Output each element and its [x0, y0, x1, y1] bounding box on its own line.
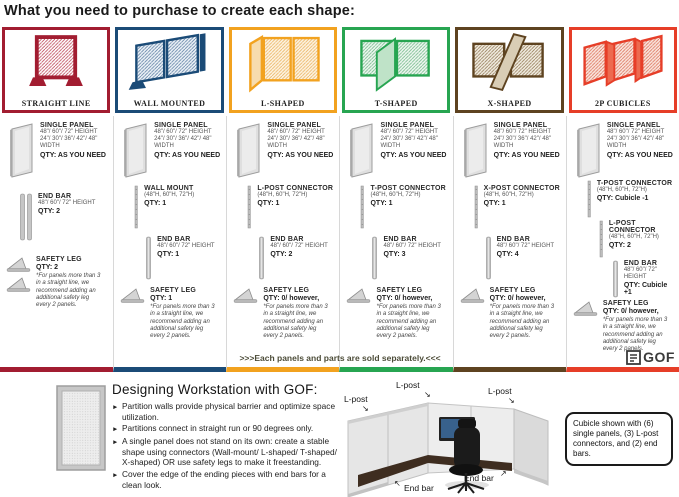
part-item — [6, 256, 110, 309]
part-qty: QTY: 2 — [36, 264, 59, 271]
part-qty: QTY: 0/ however, — [602, 308, 659, 315]
part-item — [6, 122, 110, 178]
part-item — [120, 287, 223, 340]
column-t-shaped — [339, 116, 452, 372]
part-item — [611, 260, 676, 298]
part-spec: 24"/ 30"/ 36"/ 42"/ 48" WIDTH — [40, 136, 98, 150]
arrow-icon: ↘ — [424, 390, 431, 399]
part-name: T-POST CONNECTOR — [370, 185, 446, 192]
cubicle-label-end-bar-bottom: End bar — [404, 483, 434, 493]
wall-mounted-icon — [121, 31, 217, 95]
part-name: END BAR — [270, 236, 304, 243]
part-name: SAFETY LEG — [376, 287, 423, 294]
gof-logo — [626, 349, 675, 365]
part-item — [597, 220, 676, 258]
part-name: SINGLE PANEL — [267, 122, 321, 129]
part-qty: QTY: 0/ however, — [263, 295, 320, 302]
part-spec: 48"/ 60"/ 72" HEIGHT — [380, 129, 438, 135]
part-item — [233, 122, 336, 178]
part-qty: QTY: AS YOU NEED — [380, 151, 447, 159]
part-name: WALL MOUNT — [144, 185, 194, 192]
part-qty: QTY: 1 — [150, 295, 173, 302]
part-item — [484, 236, 563, 280]
shape-box-wall-mounted — [115, 27, 223, 113]
part-spec: (48"H, 60"H, 72"H) — [370, 192, 421, 198]
shape-label: T-SHAPED — [374, 99, 418, 108]
cubicle-label-l-post-right: L-post — [488, 386, 512, 396]
part-qty: QTY: AS YOU NEED — [154, 151, 221, 159]
arrow-icon: ↘ — [362, 404, 369, 413]
designing-section — [112, 382, 340, 491]
bullet-text: Partition walls provide physical barrier and optimize space utilization. — [122, 401, 336, 422]
cubicle-label-end-bar-right: End bar — [464, 473, 494, 483]
bullet-marker-icon: ► — [112, 425, 119, 433]
part-qty: QTY: Cubicle +1 — [623, 282, 668, 297]
part-item — [245, 185, 336, 229]
cubicle-label-l-post-top: L-post — [396, 380, 420, 390]
column-2p-cubicles — [566, 116, 679, 372]
end-bar-icon — [370, 236, 379, 280]
part-spec: (48"H, 60"H, 72"H) — [483, 192, 534, 198]
wall-mount-icon — [132, 185, 140, 229]
part-name: L-POST CONNECTOR — [608, 220, 656, 234]
shape-box-l-shaped — [229, 27, 337, 113]
part-spec: 48"/ 60"/ 72" HEIGHT — [267, 129, 325, 135]
shape-box-x-shaped — [455, 27, 563, 113]
part-spec: (48"H, 60"H, 72"H) — [257, 192, 308, 198]
part-name: END BAR — [383, 236, 417, 243]
designing-title: Designing Workstation with GOF: — [112, 382, 318, 397]
column-wall-mounted — [113, 116, 226, 372]
shape-label: STRAIGHT LINE — [21, 99, 91, 108]
bullet-item — [112, 436, 340, 468]
single-panel-icon — [460, 122, 490, 178]
part-item — [18, 193, 110, 241]
part-spec: 48"/ 60"/ 72" HEIGHT — [383, 243, 441, 249]
column-straight-line — [0, 116, 113, 372]
part-item — [132, 185, 223, 229]
2p-cubicles-icon — [575, 31, 671, 95]
bullet-item — [112, 423, 340, 435]
part-note: *For panels more than 3 in a straight line, we recommend adding an additional safety leg every 2 panels. — [489, 304, 555, 340]
straight-line-icon — [8, 31, 104, 95]
part-name: SAFETY LEG — [263, 287, 310, 294]
part-note: *For panels more than 3 in a straight line, we recommend adding an additional safety leg every 2 panels. — [263, 304, 328, 340]
single-panel-icon — [6, 122, 36, 178]
shape-box-t-shaped — [342, 27, 450, 113]
part-name: SINGLE PANEL — [40, 122, 94, 129]
part-item — [257, 236, 336, 280]
cubicle-illustration — [336, 377, 570, 497]
part-spec: 48"/ 60"/ 72" HEIGHT — [154, 129, 212, 135]
part-qty: QTY: AS YOU NEED — [493, 151, 560, 159]
part-qty: QTY: AS YOU NEED — [606, 151, 673, 159]
part-item — [460, 122, 563, 178]
part-item — [585, 180, 676, 218]
bullet-item — [112, 469, 340, 490]
part-spec: 48"/ 60"/ 72" HEIGHT — [40, 129, 98, 135]
single-panel-icon — [573, 122, 603, 178]
page-title: What you need to purchase to create each shape: — [4, 3, 356, 19]
t-post-connector-icon — [585, 180, 593, 218]
part-name: SINGLE PANEL — [606, 122, 661, 129]
gof-logo-text: GOF — [643, 349, 675, 365]
part-spec: (48"H, 60"H, 72"H) — [596, 187, 647, 193]
part-item — [346, 122, 449, 178]
end-bar-icon — [144, 236, 153, 280]
part-note: *For panels more than 3 in a straight line, we recommend adding an additional safety leg every 2 panels. — [36, 273, 101, 309]
part-qty: QTY: Cubicle -1 — [596, 195, 649, 203]
bullet-marker-icon: ► — [112, 471, 119, 479]
single-panel-icon — [346, 122, 376, 178]
arrow-icon: ↘ — [508, 396, 515, 405]
arrow-icon: ↖ — [394, 479, 401, 488]
safety-leg-icon — [346, 287, 372, 340]
part-spec: 24"/ 30"/ 36"/ 42"/ 48" WIDTH — [267, 136, 325, 150]
part-item — [346, 287, 449, 340]
part-spec: 24"/ 30"/ 36"/ 42"/ 48" WIDTH — [154, 136, 212, 150]
part-spec: (48"H, 60"H, 72"H) — [608, 234, 659, 240]
arrow-icon: ↗ — [500, 469, 507, 478]
part-qty: QTY: 1 — [370, 200, 393, 208]
callout-bubble: Cubicle shown with (6) single panels, (3) L-post connectors, and (2) end bars. — [565, 412, 673, 466]
column-x-shaped — [453, 116, 566, 372]
shape-label: WALL MOUNTED — [133, 99, 206, 108]
part-spec: 48"/ 60"/ 72" HEIGHT — [606, 129, 665, 135]
part-item — [573, 122, 676, 178]
single-panel-icon — [233, 122, 263, 178]
part-name: SINGLE PANEL — [493, 122, 548, 129]
shape-label: 2P CUBICLES — [594, 99, 651, 108]
part-qty: QTY: 1 — [483, 200, 506, 208]
part-name: SINGLE PANEL — [154, 122, 208, 129]
part-name: END BAR — [623, 260, 658, 267]
part-name: X-POST CONNECTOR — [483, 185, 560, 192]
cubicle-label-l-post-left: L-post — [344, 394, 368, 404]
part-name: SAFETY LEG — [602, 300, 649, 307]
shape-label: L-SHAPED — [261, 99, 305, 108]
part-note: *For panels more than 3 in a straight line, we recommend adding an additional safety leg every 2 panels. — [602, 317, 668, 353]
part-item — [370, 236, 449, 280]
part-name: END BAR — [38, 193, 72, 200]
part-item — [120, 122, 223, 178]
bullet-marker-icon: ► — [112, 403, 119, 411]
part-item — [472, 185, 563, 229]
part-name: SAFETY LEG — [150, 287, 196, 294]
part-note: *For panels more than 3 in a straight line, we recommend adding an additional safety leg every 2 panels. — [376, 304, 441, 340]
part-spec: 24"/ 30"/ 36"/ 42"/ 48" WIDTH — [493, 136, 552, 150]
l-post-connector-icon — [245, 185, 253, 229]
safety-leg-icon — [6, 256, 32, 309]
single-panel-icon — [120, 122, 150, 178]
part-qty: QTY: 0/ however, — [376, 295, 433, 302]
end-bar-icon — [611, 260, 620, 298]
bullet-text: Partitions connect in straight run or 90 degrees only. — [122, 423, 314, 434]
part-qty: QTY: 4 — [496, 251, 519, 259]
shape-label: X-SHAPED — [487, 99, 532, 108]
part-spec: 48"/ 60"/ 72" HEIGHT — [496, 243, 555, 249]
part-item — [233, 287, 336, 340]
part-qty: QTY: 1 — [157, 251, 180, 259]
bullet-text: Cover the edge of the ending pieces with end bars for a clean look. — [122, 469, 326, 490]
shape-box-straight-line — [2, 27, 110, 113]
end-bar-icon — [484, 236, 493, 280]
part-qty: QTY: 1 — [144, 200, 167, 208]
part-name: SAFETY LEG — [36, 256, 82, 263]
part-spec: 48"/ 60"/ 72" HEIGHT — [493, 129, 552, 135]
part-qty: QTY: 0/ however, — [489, 295, 546, 302]
bullet-text: A single panel does not stand on its own: create a stable shape using connectors (Wall-mount/ L-shaped/ T-shaped/ X-shaped) OR use safety legs to make it freestanding. — [122, 436, 337, 468]
parts-columns — [0, 116, 679, 372]
x-post-connector-icon — [472, 185, 480, 229]
part-name: L-POST CONNECTOR — [257, 185, 334, 192]
part-name: SAFETY LEG — [489, 287, 536, 294]
part-spec: 48"/ 60"/ 72" HEIGHT — [623, 267, 657, 281]
shape-row — [2, 27, 677, 113]
safety-leg-icon — [233, 287, 259, 340]
cubicle-image — [336, 377, 570, 497]
part-qty: QTY: 2 — [608, 242, 631, 250]
part-spec: 48"/ 60"/ 72" HEIGHT — [38, 200, 96, 206]
part-item — [460, 287, 563, 340]
part-spec: (48"H, 60"H, 72"H) — [144, 192, 195, 198]
l-shaped-icon — [235, 31, 331, 95]
shape-box-2p-cubicles — [569, 27, 677, 113]
gof-logo-icon — [626, 350, 641, 365]
bullet-item — [112, 401, 340, 422]
part-name: END BAR — [496, 236, 530, 243]
end-bar-icon — [18, 193, 34, 241]
part-spec: 24"/ 30"/ 36"/ 42"/ 48" WIDTH — [606, 136, 665, 150]
part-name: SINGLE PANEL — [380, 122, 435, 129]
end-bar-icon — [257, 236, 266, 280]
panel-front-image — [56, 385, 106, 471]
safety-leg-icon — [120, 287, 146, 340]
part-qty: QTY: 1 — [257, 200, 280, 208]
bottom-section — [0, 377, 679, 497]
t-post-connector-icon — [358, 185, 366, 229]
part-qty: QTY: 2 — [38, 208, 61, 216]
part-item — [573, 300, 676, 353]
safety-leg-icon — [573, 300, 599, 353]
part-item — [358, 185, 449, 229]
l-post-connector-icon — [597, 220, 605, 258]
part-qty: QTY: AS YOU NEED — [40, 151, 106, 159]
part-name: END BAR — [157, 236, 191, 243]
part-spec: 48"/ 60"/ 72" HEIGHT — [270, 243, 328, 249]
part-name: T-POST CONNECTOR — [596, 180, 673, 187]
t-shaped-icon — [348, 31, 444, 95]
part-spec: 48"/ 60"/ 72" HEIGHT — [157, 243, 215, 249]
part-qty: QTY: AS YOU NEED — [267, 151, 334, 159]
x-shaped-icon — [461, 31, 557, 95]
bullet-marker-icon: ► — [112, 438, 119, 446]
part-spec: 24"/ 30"/ 36"/ 42"/ 48" WIDTH — [380, 136, 438, 150]
bullet-list — [112, 401, 340, 490]
part-qty: QTY: 2 — [270, 251, 293, 259]
part-note: *For panels more than 3 in a straight line, we recommend adding an additional safety leg every 2 panels. — [150, 304, 215, 340]
part-item — [144, 236, 223, 280]
safety-leg-icon — [460, 287, 486, 340]
part-qty: QTY: 3 — [383, 251, 406, 259]
sold-separately-note: >>>Each panels and parts are sold separately.<<< — [239, 353, 441, 363]
column-l-shaped — [226, 116, 339, 372]
